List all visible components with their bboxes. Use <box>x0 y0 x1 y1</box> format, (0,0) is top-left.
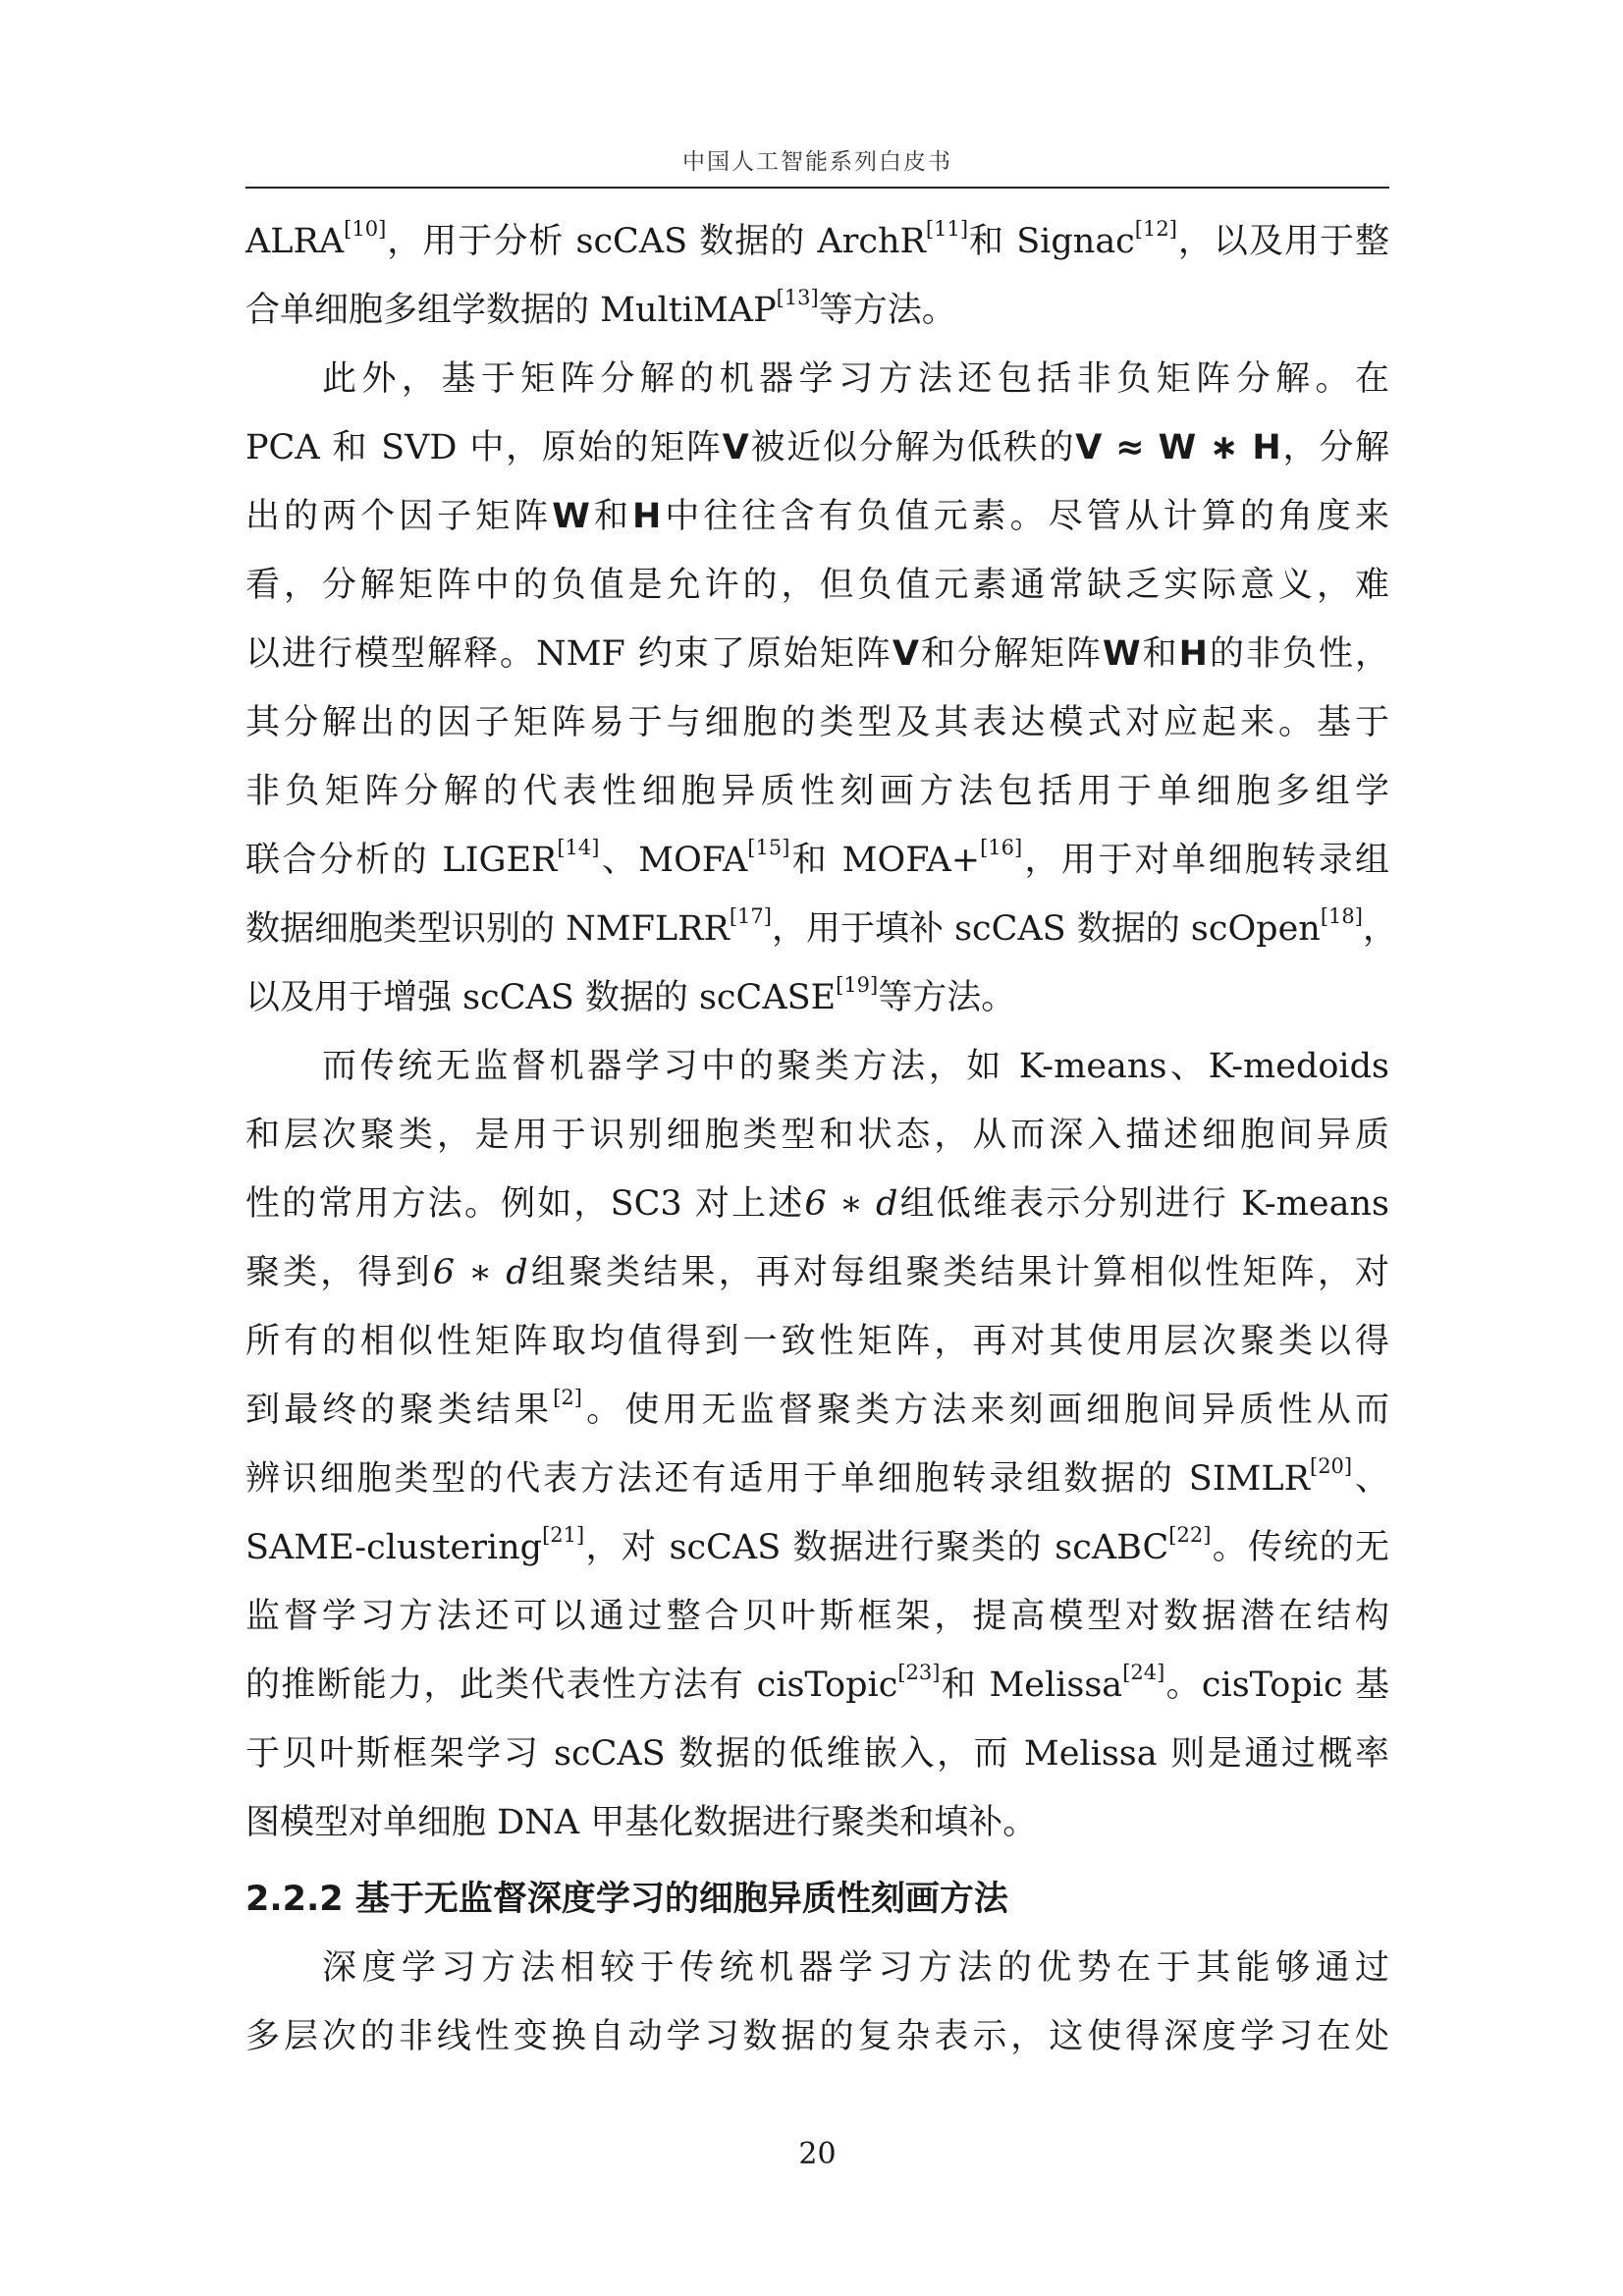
citation: [10] <box>344 217 387 241</box>
text-line: 深度学习方法相较于传统机器学习方法的优势在于其能够通过 <box>322 1948 1389 1988</box>
text-line: 到最终的聚类结果[2]。使用无监督聚类方法来刻画细胞间异质性从而 <box>245 1386 1389 1430</box>
math-expression: 6 ∗ d <box>804 1184 898 1224</box>
text-line: SAME-clustering[21]，对 scCAS 数据进行聚类的 scABC[22]。传统的无 <box>245 1523 1389 1567</box>
page-number: 20 <box>798 2137 837 2171</box>
matrix-symbol: V <box>892 634 920 674</box>
text-line: 合单细胞多组学数据的 MultiMAP[13]等方法。 <box>245 286 956 330</box>
text-line: 和层次聚类，是用于识别细胞类型和状态，从而深入描述细胞间异质 <box>245 1116 1389 1155</box>
citation: [18] <box>1320 904 1363 928</box>
text-line: 联合分析的 LIGER[14]、MOFA[15]和 MOFA+[16]，用于对单细胞转录组 <box>245 836 1389 880</box>
text-line: 以及用于增强 scCAS 数据的 scCASE[19]等方法。 <box>245 973 1016 1017</box>
section-heading: 2.2.2 基于无监督深度学习的细胞异质性刻画方法 <box>245 1880 1008 1919</box>
text-line: 图模型对单细胞 DNA 甲基化数据进行聚类和填补。 <box>245 1803 1038 1842</box>
citation: [21] <box>542 1523 585 1547</box>
text-line: 辨识细胞类型的代表方法还有适用于单细胞转录组数据的 SIMLR[20]、 <box>245 1454 1389 1499</box>
text-line: 监督学习方法还可以通过整合贝叶斯框架，提高模型对数据潜在结构 <box>245 1597 1389 1636</box>
matrix-formula: V ≈ W ∗ H <box>1075 428 1281 467</box>
header-rule <box>245 187 1389 189</box>
text-line: 聚类，得到6 ∗ d组聚类结果，再对每组聚类结果计算相似性矩阵，对 <box>245 1253 1389 1292</box>
text-line: 的推断能力，此类代表性方法有 cisTopic[23]和 Melissa[24]。cisTopic 基 <box>245 1661 1389 1705</box>
citation: [2] <box>553 1386 582 1409</box>
matrix-symbol: H <box>1178 634 1208 674</box>
text-line: ALRA[10]，用于分析 scCAS 数据的 ArchR[11]和 Signac[12]，以及用于整 <box>245 217 1389 261</box>
citation: [11] <box>925 217 969 241</box>
citation: [19] <box>836 973 879 997</box>
text-line: PCA 和 SVD 中，原始的矩阵V被近似分解为低秩的V ≈ W ∗ H，分解 <box>245 428 1389 467</box>
matrix-symbol: W <box>1103 634 1141 674</box>
math-expression: 6 ∗ d <box>432 1253 528 1292</box>
citation: [16] <box>980 836 1023 859</box>
text-line: 性的常用方法。例如，SC3 对上述6 ∗ d组低维表示分别进行 K-means <box>245 1184 1389 1224</box>
text-line: 此外，基于矩阵分解的机器学习方法还包括非负矩阵分解。在 <box>322 359 1389 399</box>
text-line: 看，分解矩阵中的负值是允许的，但负值元素通常缺乏实际意义，难 <box>245 566 1389 605</box>
matrix-symbol: W <box>552 497 590 536</box>
citation: [20] <box>1310 1454 1353 1478</box>
text-line: 而传统无监督机器学习中的聚类方法，如 K-means、K-medoids <box>322 1047 1389 1086</box>
running-header: 中国人工智能系列白皮书 <box>682 149 952 175</box>
citation: [23] <box>897 1661 941 1684</box>
citation: [14] <box>557 836 600 859</box>
text-line: 以进行模型解释。NMF 约束了原始矩阵V和分解矩阵W和H的非负性， <box>245 634 1389 674</box>
text-line: 非负矩阵分解的代表性细胞异质性刻画方法包括用于单细胞多组学 <box>245 772 1389 811</box>
matrix-symbol: H <box>631 497 662 536</box>
text-line: 多层次的非线性变换自动学习数据的复杂表示，这使得深度学习在处 <box>245 2017 1389 2056</box>
text-line: 其分解出的因子矩阵易于与细胞的类型及其表达模式对应起来。基于 <box>245 703 1389 742</box>
citation: [24] <box>1122 1661 1165 1684</box>
text-line: 出的两个因子矩阵W和H中往往含有负值元素。尽管从计算的角度来 <box>245 497 1389 536</box>
citation: [13] <box>776 286 819 309</box>
text-line: 所有的相似性矩阵取均值得到一致性矩阵，再对其使用层次聚类以得 <box>245 1322 1389 1361</box>
text-line: 于贝叶斯框架学习 scCAS 数据的低维嵌入，而 Melissa 则是通过概率 <box>245 1734 1389 1774</box>
citation: [17] <box>729 904 772 928</box>
citation: [15] <box>747 836 790 859</box>
matrix-symbol: V <box>722 428 749 467</box>
text-line: 数据细胞类型识别的 NMFLRR[17]，用于填补 scCAS 数据的 scOpen[18]， <box>245 904 1397 949</box>
citation: [12] <box>1134 217 1177 241</box>
citation: [22] <box>1168 1523 1212 1547</box>
